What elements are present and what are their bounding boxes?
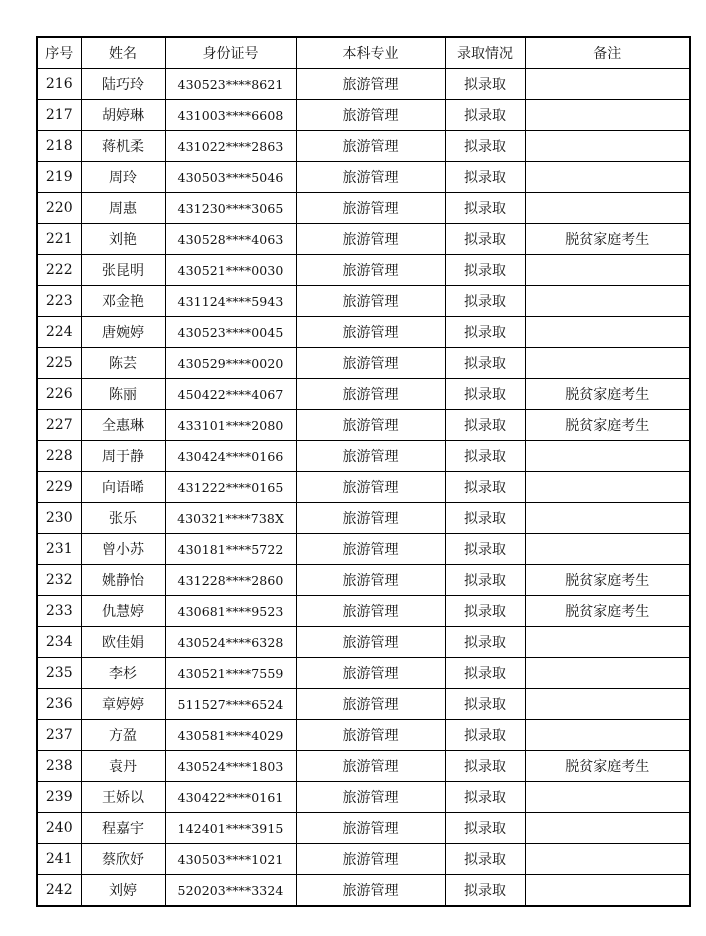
cell-id-number: 431228****2860 xyxy=(165,565,296,596)
table-row xyxy=(37,255,690,286)
cell-major: 旅游管理 xyxy=(296,813,445,844)
header-id-number: 身份证号 xyxy=(165,37,296,69)
cell-name: 向语晞 xyxy=(81,472,165,503)
header-row xyxy=(37,37,690,69)
cell-id-number: 520203****3324 xyxy=(165,875,296,907)
cell-name: 袁丹 xyxy=(81,751,165,782)
cell-id-number: 430521****0030 xyxy=(165,255,296,286)
cell-major: 旅游管理 xyxy=(296,69,445,100)
table-row xyxy=(37,193,690,224)
cell-major: 旅游管理 xyxy=(296,255,445,286)
cell-seq: 229 xyxy=(37,472,81,503)
cell-name: 姚静怡 xyxy=(81,565,165,596)
cell-remarks xyxy=(525,658,690,689)
table-row xyxy=(37,286,690,317)
cell-id-number: 431124****5943 xyxy=(165,286,296,317)
table-row xyxy=(37,441,690,472)
cell-remarks xyxy=(525,317,690,348)
header-admission-status: 录取情况 xyxy=(445,37,525,69)
cell-seq: 233 xyxy=(37,596,81,627)
cell-remarks xyxy=(525,162,690,193)
table-row xyxy=(37,503,690,534)
cell-seq: 232 xyxy=(37,565,81,596)
cell-major: 旅游管理 xyxy=(296,782,445,813)
cell-admission-status: 拟录取 xyxy=(445,565,525,596)
cell-id-number: 450422****4067 xyxy=(165,379,296,410)
cell-remarks xyxy=(525,875,690,907)
cell-seq: 217 xyxy=(37,100,81,131)
cell-seq: 223 xyxy=(37,286,81,317)
cell-seq: 221 xyxy=(37,224,81,255)
cell-id-number: 430523****0045 xyxy=(165,317,296,348)
table-row xyxy=(37,100,690,131)
cell-admission-status: 拟录取 xyxy=(445,689,525,720)
cell-id-number: 430422****0161 xyxy=(165,782,296,813)
cell-id-number: 430523****8621 xyxy=(165,69,296,100)
cell-name: 陈芸 xyxy=(81,348,165,379)
table-row xyxy=(37,813,690,844)
cell-name: 章婷婷 xyxy=(81,689,165,720)
cell-remarks: 脱贫家庭考生 xyxy=(525,224,690,255)
cell-remarks: 脱贫家庭考生 xyxy=(525,379,690,410)
cell-seq: 236 xyxy=(37,689,81,720)
cell-seq: 225 xyxy=(37,348,81,379)
header-name: 姓名 xyxy=(81,37,165,69)
cell-admission-status: 拟录取 xyxy=(445,658,525,689)
cell-seq: 237 xyxy=(37,720,81,751)
cell-id-number: 430424****0166 xyxy=(165,441,296,472)
cell-name: 蔡欣妤 xyxy=(81,844,165,875)
cell-remarks xyxy=(525,131,690,162)
cell-major: 旅游管理 xyxy=(296,503,445,534)
cell-seq: 239 xyxy=(37,782,81,813)
cell-name: 张乐 xyxy=(81,503,165,534)
table-row xyxy=(37,472,690,503)
cell-admission-status: 拟录取 xyxy=(445,534,525,565)
cell-admission-status: 拟录取 xyxy=(445,875,525,907)
cell-id-number: 430321****738X xyxy=(165,503,296,534)
cell-major: 旅游管理 xyxy=(296,627,445,658)
cell-major: 旅游管理 xyxy=(296,224,445,255)
cell-id-number: 431222****0165 xyxy=(165,472,296,503)
cell-id-number: 433101****2080 xyxy=(165,410,296,441)
cell-id-number: 430503****1021 xyxy=(165,844,296,875)
cell-major: 旅游管理 xyxy=(296,751,445,782)
cell-admission-status: 拟录取 xyxy=(445,410,525,441)
cell-remarks xyxy=(525,441,690,472)
cell-major: 旅游管理 xyxy=(296,596,445,627)
cell-seq: 228 xyxy=(37,441,81,472)
cell-name: 周于静 xyxy=(81,441,165,472)
cell-name: 陈丽 xyxy=(81,379,165,410)
cell-id-number: 431230****3065 xyxy=(165,193,296,224)
table-row xyxy=(37,658,690,689)
cell-admission-status: 拟录取 xyxy=(445,596,525,627)
cell-name: 陆巧玲 xyxy=(81,69,165,100)
cell-remarks: 脱贫家庭考生 xyxy=(525,751,690,782)
table-row xyxy=(37,534,690,565)
cell-major: 旅游管理 xyxy=(296,441,445,472)
cell-major: 旅游管理 xyxy=(296,379,445,410)
cell-name: 刘艳 xyxy=(81,224,165,255)
cell-admission-status: 拟录取 xyxy=(445,844,525,875)
cell-id-number: 430524****6328 xyxy=(165,627,296,658)
cell-id-number: 511527****6524 xyxy=(165,689,296,720)
cell-seq: 235 xyxy=(37,658,81,689)
cell-remarks: 脱贫家庭考生 xyxy=(525,596,690,627)
cell-remarks: 脱贫家庭考生 xyxy=(525,565,690,596)
cell-major: 旅游管理 xyxy=(296,348,445,379)
table-row xyxy=(37,844,690,875)
cell-remarks xyxy=(525,844,690,875)
cell-name: 刘婷 xyxy=(81,875,165,907)
cell-name: 王娇以 xyxy=(81,782,165,813)
cell-remarks xyxy=(525,503,690,534)
cell-admission-status: 拟录取 xyxy=(445,348,525,379)
cell-name: 周惠 xyxy=(81,193,165,224)
cell-id-number: 430181****5722 xyxy=(165,534,296,565)
table-row xyxy=(37,410,690,441)
table-row xyxy=(37,875,690,907)
table-header xyxy=(37,37,690,69)
cell-admission-status: 拟录取 xyxy=(445,69,525,100)
cell-id-number: 431022****2863 xyxy=(165,131,296,162)
cell-admission-status: 拟录取 xyxy=(445,224,525,255)
cell-admission-status: 拟录取 xyxy=(445,255,525,286)
cell-admission-status: 拟录取 xyxy=(445,627,525,658)
cell-id-number: 430581****4029 xyxy=(165,720,296,751)
cell-name: 唐婉婷 xyxy=(81,317,165,348)
cell-remarks xyxy=(525,813,690,844)
cell-id-number: 430528****4063 xyxy=(165,224,296,255)
cell-major: 旅游管理 xyxy=(296,286,445,317)
table-row xyxy=(37,720,690,751)
cell-id-number: 430529****0020 xyxy=(165,348,296,379)
cell-seq: 222 xyxy=(37,255,81,286)
cell-remarks: 脱贫家庭考生 xyxy=(525,410,690,441)
table-body xyxy=(37,69,690,907)
cell-major: 旅游管理 xyxy=(296,162,445,193)
cell-name: 仇慧婷 xyxy=(81,596,165,627)
cell-remarks xyxy=(525,627,690,658)
table-row xyxy=(37,69,690,100)
cell-seq: 238 xyxy=(37,751,81,782)
table-row xyxy=(37,379,690,410)
cell-admission-status: 拟录取 xyxy=(445,100,525,131)
cell-admission-status: 拟录取 xyxy=(445,472,525,503)
cell-seq: 230 xyxy=(37,503,81,534)
cell-id-number: 431003****6608 xyxy=(165,100,296,131)
cell-remarks xyxy=(525,472,690,503)
cell-remarks xyxy=(525,100,690,131)
cell-id-number: 430524****1803 xyxy=(165,751,296,782)
cell-seq: 224 xyxy=(37,317,81,348)
cell-remarks xyxy=(525,720,690,751)
cell-seq: 241 xyxy=(37,844,81,875)
table-row xyxy=(37,317,690,348)
table-row xyxy=(37,627,690,658)
cell-name: 胡婷琳 xyxy=(81,100,165,131)
cell-name: 周玲 xyxy=(81,162,165,193)
table-row xyxy=(37,565,690,596)
cell-seq: 220 xyxy=(37,193,81,224)
cell-major: 旅游管理 xyxy=(296,720,445,751)
table-row xyxy=(37,689,690,720)
cell-seq: 234 xyxy=(37,627,81,658)
cell-admission-status: 拟录取 xyxy=(445,782,525,813)
cell-admission-status: 拟录取 xyxy=(445,162,525,193)
table-row xyxy=(37,131,690,162)
cell-remarks xyxy=(525,782,690,813)
cell-id-number: 430503****5046 xyxy=(165,162,296,193)
cell-remarks xyxy=(525,286,690,317)
cell-admission-status: 拟录取 xyxy=(445,131,525,162)
cell-seq: 227 xyxy=(37,410,81,441)
cell-seq: 231 xyxy=(37,534,81,565)
cell-name: 程嘉宇 xyxy=(81,813,165,844)
cell-admission-status: 拟录取 xyxy=(445,286,525,317)
header-remarks: 备注 xyxy=(525,37,690,69)
cell-remarks xyxy=(525,689,690,720)
table-row xyxy=(37,224,690,255)
cell-major: 旅游管理 xyxy=(296,689,445,720)
cell-seq: 242 xyxy=(37,875,81,907)
cell-name: 李杉 xyxy=(81,658,165,689)
cell-admission-status: 拟录取 xyxy=(445,441,525,472)
cell-major: 旅游管理 xyxy=(296,131,445,162)
cell-admission-status: 拟录取 xyxy=(445,751,525,782)
cell-admission-status: 拟录取 xyxy=(445,720,525,751)
cell-major: 旅游管理 xyxy=(296,875,445,907)
cell-name: 曾小苏 xyxy=(81,534,165,565)
table-row xyxy=(37,751,690,782)
cell-major: 旅游管理 xyxy=(296,534,445,565)
cell-major: 旅游管理 xyxy=(296,565,445,596)
header-seq: 序号 xyxy=(37,37,81,69)
cell-admission-status: 拟录取 xyxy=(445,193,525,224)
cell-name: 蒋机柔 xyxy=(81,131,165,162)
admission-table xyxy=(36,36,691,907)
cell-major: 旅游管理 xyxy=(296,410,445,441)
cell-name: 邓金艳 xyxy=(81,286,165,317)
cell-name: 欧佳娟 xyxy=(81,627,165,658)
cell-admission-status: 拟录取 xyxy=(445,379,525,410)
cell-remarks xyxy=(525,69,690,100)
cell-major: 旅游管理 xyxy=(296,100,445,131)
cell-remarks xyxy=(525,255,690,286)
cell-seq: 226 xyxy=(37,379,81,410)
cell-name: 张昆明 xyxy=(81,255,165,286)
cell-remarks xyxy=(525,348,690,379)
cell-admission-status: 拟录取 xyxy=(445,503,525,534)
table-row xyxy=(37,348,690,379)
cell-major: 旅游管理 xyxy=(296,472,445,503)
cell-admission-status: 拟录取 xyxy=(445,813,525,844)
cell-name: 方盈 xyxy=(81,720,165,751)
cell-seq: 219 xyxy=(37,162,81,193)
cell-id-number: 430681****9523 xyxy=(165,596,296,627)
cell-major: 旅游管理 xyxy=(296,317,445,348)
table-row xyxy=(37,162,690,193)
cell-major: 旅游管理 xyxy=(296,844,445,875)
cell-major: 旅游管理 xyxy=(296,193,445,224)
cell-admission-status: 拟录取 xyxy=(445,317,525,348)
cell-major: 旅游管理 xyxy=(296,658,445,689)
table-row xyxy=(37,782,690,813)
cell-remarks xyxy=(525,534,690,565)
cell-seq: 218 xyxy=(37,131,81,162)
cell-seq: 240 xyxy=(37,813,81,844)
header-major: 本科专业 xyxy=(296,37,445,69)
table-row xyxy=(37,596,690,627)
cell-remarks xyxy=(525,193,690,224)
cell-name: 全惠琳 xyxy=(81,410,165,441)
cell-id-number: 430521****7559 xyxy=(165,658,296,689)
cell-id-number: 142401****3915 xyxy=(165,813,296,844)
cell-seq: 216 xyxy=(37,69,81,100)
